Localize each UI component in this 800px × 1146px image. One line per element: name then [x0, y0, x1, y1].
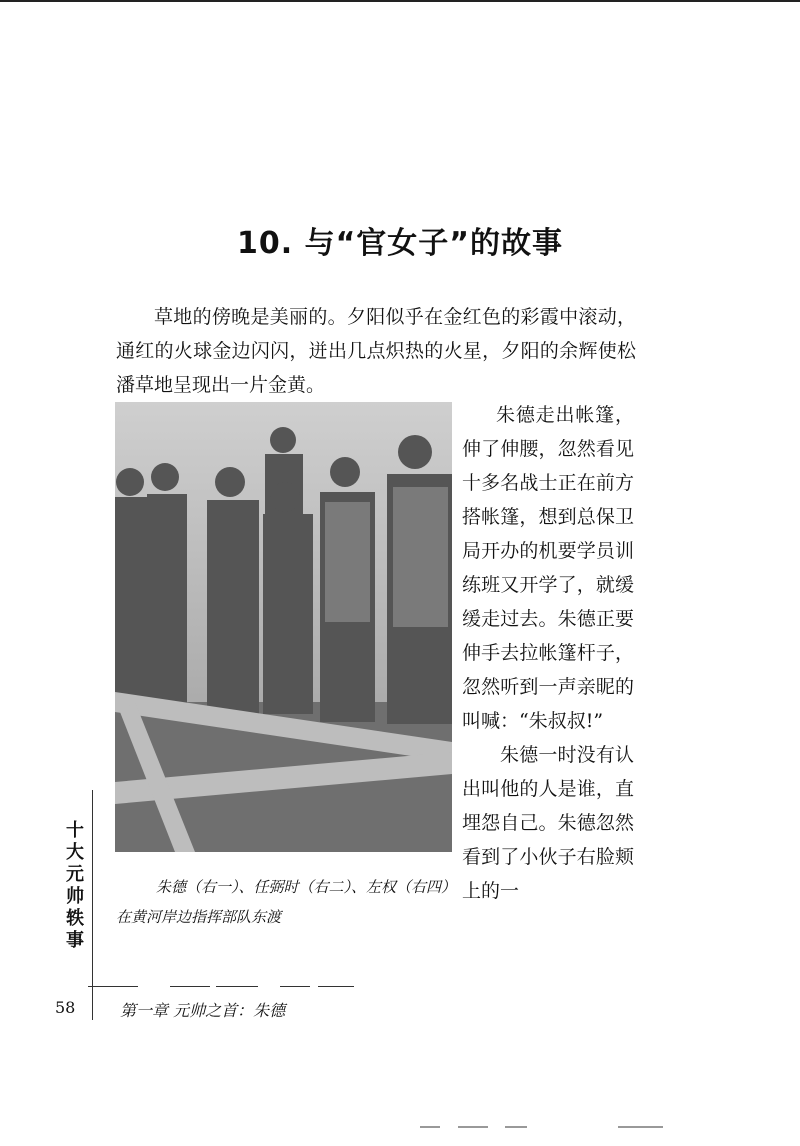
book-title-vertical: 十大元帅轶事	[63, 820, 84, 952]
intro-paragraph: 草地的傍晚是美丽的。夕阳似乎在金红色的彩霞中滚动，通红的火球金边闪闪，迸出几点炽热的火星，夕阳的余辉使松潘草地呈现出一片金黄。	[116, 306, 636, 396]
scan-mark-2	[458, 1126, 488, 1128]
footer-rule-5	[318, 986, 354, 987]
footer-rule-4	[280, 986, 310, 987]
chapter-title: 10. 与“官女子”的故事	[236, 226, 564, 261]
footer-rule-2	[170, 986, 210, 987]
top-rule	[0, 0, 800, 2]
footer-rule-3	[216, 986, 258, 987]
historical-photo	[115, 402, 452, 852]
footer-rule-1	[88, 986, 138, 987]
side-paragraph-1: 朱德走出帐篷，伸了伸腰，忽然看见十多名战士正在前方搭帐篷，想到总保卫局开办的机要学员训练班又开学了，就缓缓走过去。朱德正要伸手去拉帐篷杆子，忽然听到一声亲昵的叫喊：“朱叔叔!”	[462, 404, 634, 732]
footer-chapter: 第一章 元帅之首：朱德	[120, 1001, 286, 1020]
photo-illustration	[115, 402, 452, 852]
scan-mark-4	[618, 1126, 663, 1128]
page-number: 58	[55, 998, 76, 1017]
side-column	[462, 398, 634, 908]
photo-caption: 朱德（右一）、任弼时（右二）、左权（右四）在黄河岸边指挥部队东渡	[116, 878, 449, 926]
scan-mark-3	[505, 1126, 527, 1128]
scan-mark-1	[420, 1126, 440, 1128]
side-paragraph-2: 朱德一时没有认出叫他的人是谁，直埋怨自己。朱德忽然看到了小伙子右脸颊上的一	[462, 744, 634, 902]
